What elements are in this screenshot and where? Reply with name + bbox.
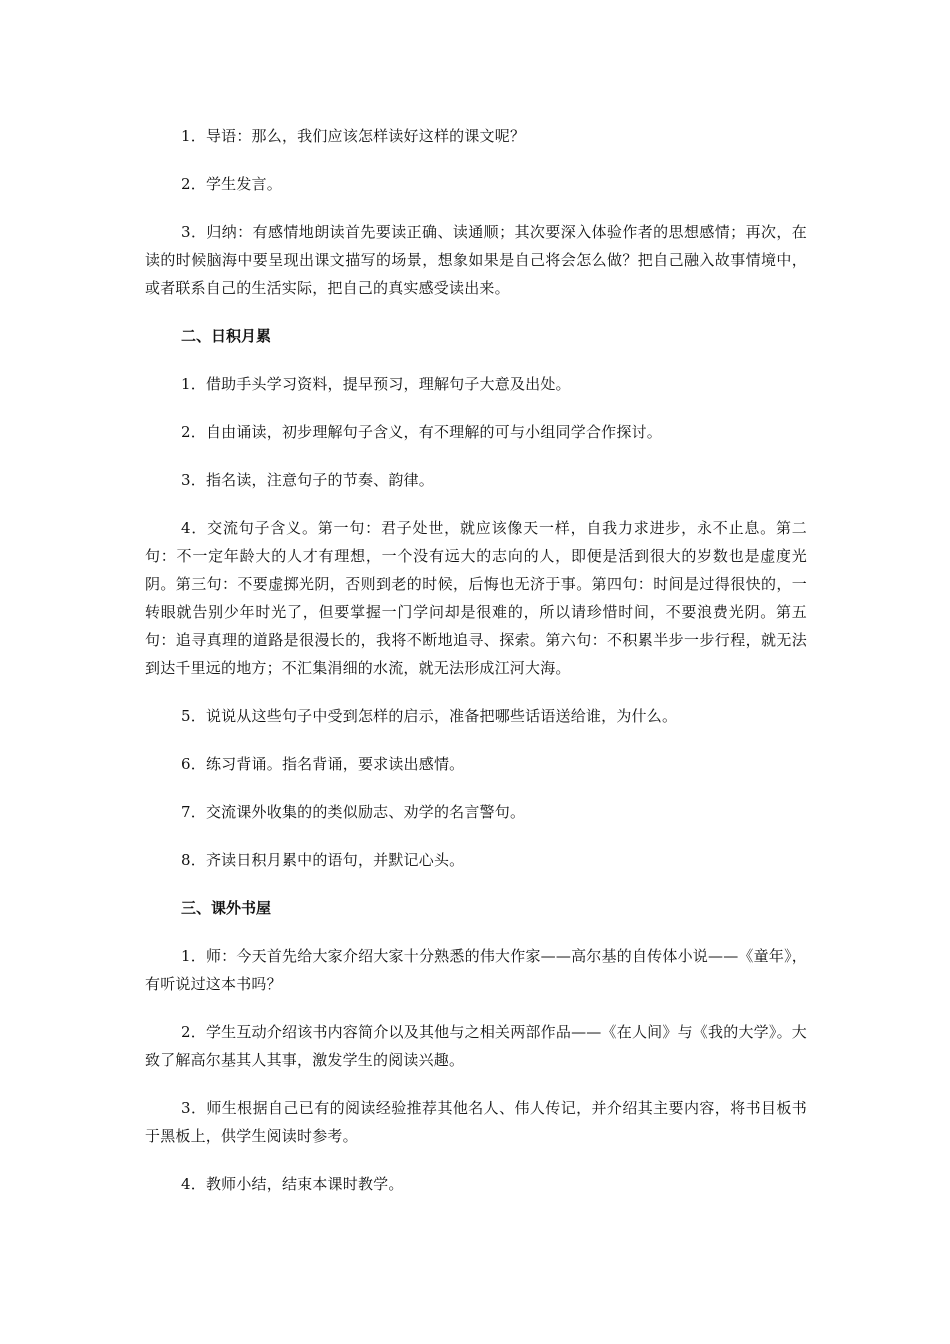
section-extracurricular-books	[145, 894, 807, 1198]
section-daily-accumulation	[145, 322, 807, 874]
section2-item-6: 6．练习背诵。指名背诵，要求读出感情。	[181, 755, 465, 773]
section-heading: 三、课外书屋	[181, 899, 272, 917]
section3-item-2: 2．学生互动介绍该书内容简介以及其他与之相关两部作品——《在人间》与《我的大学》。大致了解高尔基其人其事，激发学生的阅读兴趣。	[145, 1023, 807, 1069]
section3-item-4: 4．教师小结，结束本课时教学。	[181, 1175, 404, 1193]
intro-item-3: 3．归纳：有感情地朗读首先要读正确、读通顺；其次要深入体验作者的思想感情；再次，在读的时候脑海中要呈现出课文描写的场景，想象如果是自己将会怎么做？把自己融入故事情境中，或者联系自己的生活实际，把自己的真实感受读出来。	[145, 223, 807, 297]
intro-item-1: 1．导语：那么，我们应该怎样读好这样的课文呢？	[181, 127, 526, 145]
section2-item-2: 2．自由诵读，初步理解句子含义，有不理解的可与小组同学合作探讨。	[181, 423, 662, 441]
intro-section	[145, 122, 807, 302]
section2-item-5: 5．说说从这些句子中受到怎样的启示，准备把哪些话语送给谁，为什么。	[181, 707, 678, 725]
document-page	[145, 122, 807, 1218]
section2-item-4: 4．交流句子含义。第一句：君子处世，就应该像天一样，自我力求进步，永不止息。第二句：不一定年龄大的人才有理想，一个没有远大的志向的人，即便是活到很大的岁数也是虚度光阴。第三句：不要虚掷光阴，否则到老的时候，后悔也无济于事。第四句：时间是过得很快的，一转眼就告别少年时光了，但要掌握一门学问却是很难的，所以请珍惜时间，不要浪费光阴。第五句：追寻真理的道路是很漫长的，我将不断地追寻、探索。第六句：不积累半步一步行程，就无法到达千里远的地方；不汇集涓细的水流，就无法形成江河大海。	[145, 519, 807, 677]
section2-item-8: 8．齐读日积月累中的语句，并默记心头。	[181, 851, 465, 869]
intro-item-2: 2．学生发言。	[181, 175, 282, 193]
section3-item-1: 1．师：今天首先给大家介绍大家十分熟悉的伟大作家——高尔基的自传体小说——《童年》，有听说过这本书吗？	[145, 947, 807, 993]
section2-item-3: 3．指名读，注意句子的节奏、韵律。	[181, 471, 434, 489]
section2-item-7: 7．交流课外收集的的类似励志、劝学的名言警句。	[181, 803, 526, 821]
section2-item-1: 1．借助手头学习资料，提早预习，理解句子大意及出处。	[181, 375, 571, 393]
section-heading: 二、日积月累	[181, 327, 272, 345]
section3-item-3: 3．师生根据自己已有的阅读经验推荐其他名人、伟人传记，并介绍其主要内容，将书目板书于黑板上，供学生阅读时参考。	[145, 1099, 807, 1145]
